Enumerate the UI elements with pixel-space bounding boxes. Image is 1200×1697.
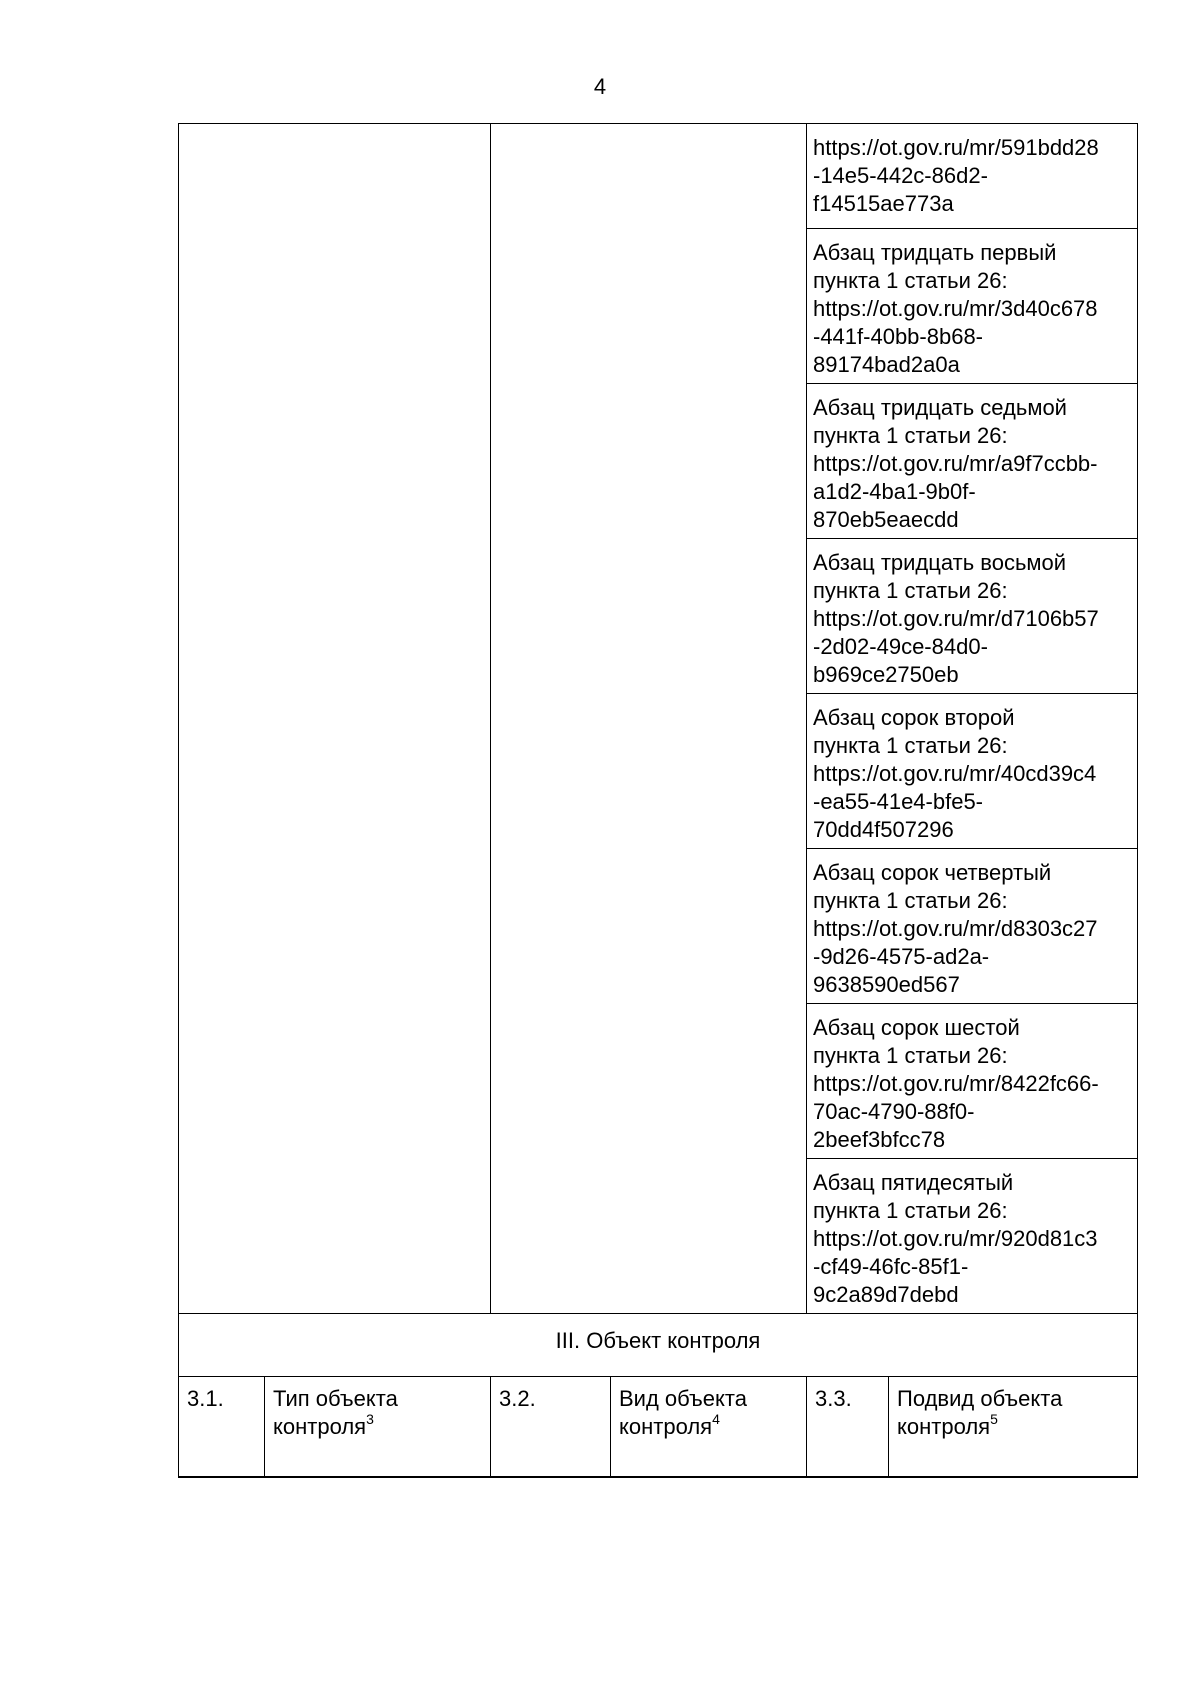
section-block <box>179 1314 1138 1477</box>
section-header-cell <box>179 1314 1138 1377</box>
reference-link[interactable]: -2d02-49ce-84d0- <box>813 634 988 659</box>
reference-line: f14515ae773a <box>813 191 954 216</box>
reference-line: https://ot.gov.ru/mr/591bdd28 <box>813 135 1099 160</box>
reference-link[interactable]: https://ot.gov.ru/mr/8422fc66- <box>813 1071 1099 1096</box>
object-num-cell <box>179 1377 265 1477</box>
reference-link[interactable]: https://ot.gov.ru/mr/40cd39c4 <box>813 761 1097 786</box>
reference-line: пункта 1 статьи 26: <box>813 1198 1008 1223</box>
reference-cell <box>807 694 1138 849</box>
reference-link[interactable]: 9638590ed567 <box>813 972 960 997</box>
object-num: 3.3. <box>815 1386 852 1411</box>
reference-line: пункта 1 статьи 26: <box>813 1043 1008 1068</box>
footnote-marker[interactable]: 4 <box>712 1410 720 1427</box>
reference-link[interactable]: -9d26-4575-ad2a- <box>813 944 990 969</box>
reference-link[interactable]: 70dd4f507296 <box>813 817 954 842</box>
reference-link[interactable]: https://ot.gov.ru/mr/a9f7ccbb- <box>813 451 1098 476</box>
object-label-line2: контроля <box>897 1414 991 1439</box>
reference-link[interactable]: https://ot.gov.ru/mr/3d40c678 <box>813 296 1098 321</box>
object-label: Вид объекта <box>619 1386 747 1411</box>
reference-link[interactable]: 2beef3bfcc78 <box>813 1127 946 1152</box>
reference-line: Абзац пятидесятый <box>813 1170 1014 1195</box>
reference-link[interactable]: -441f-40bb-8b68- <box>813 324 984 349</box>
reference-cell <box>807 229 1138 384</box>
reference-link[interactable]: 89174bad2a0a <box>813 352 960 377</box>
footnote-marker[interactable]: 5 <box>990 1410 998 1427</box>
object-row <box>179 1377 1138 1477</box>
reference-line: пункта 1 статьи 26: <box>813 733 1008 758</box>
object-label-cell <box>889 1377 1138 1477</box>
object-label-line2: контроля <box>619 1414 713 1439</box>
reference-cell <box>807 124 1138 229</box>
object-num-cell <box>807 1377 889 1477</box>
reference-line: Абзац сорок четвертый <box>813 860 1052 885</box>
links-block <box>179 124 1138 1314</box>
section-title: III. Объект контроля <box>555 1328 761 1353</box>
reference-link[interactable]: 9c2a89d7debd <box>813 1282 959 1307</box>
reference-link[interactable]: https://ot.gov.ru/mr/d8303c27 <box>813 916 1098 941</box>
reference-line: Абзац тридцать седьмой <box>813 395 1067 420</box>
reference-link[interactable]: 870eb5eaecdd <box>813 507 959 532</box>
object-label-cell <box>611 1377 807 1477</box>
reference-link[interactable]: -cf49-46fc-85f1- <box>813 1254 969 1279</box>
reference-line: Абзац тридцать первый <box>813 240 1057 265</box>
link-row <box>179 124 1138 229</box>
reference-link[interactable]: a1d2-4ba1-9b0f- <box>813 479 976 504</box>
reference-line: пункта 1 статьи 26: <box>813 578 1008 603</box>
reference-link[interactable]: b969ce2750eb <box>813 662 959 687</box>
reference-cell <box>807 1004 1138 1159</box>
object-num-cell <box>491 1377 611 1477</box>
empty-cell-middle <box>491 124 807 1314</box>
empty-cell-left <box>179 124 491 1314</box>
page-number: 4 <box>593 74 607 99</box>
object-num: 3.1. <box>187 1386 224 1411</box>
reference-cell <box>807 1159 1138 1314</box>
reference-line: пункта 1 статьи 26: <box>813 888 1008 913</box>
object-label: Тип объекта <box>273 1386 398 1411</box>
reference-link[interactable]: 70ac-4790-88f0- <box>813 1099 975 1124</box>
object-num: 3.2. <box>499 1386 536 1411</box>
reference-line: Абзац сорок шестой <box>813 1015 1020 1040</box>
object-label-line2: контроля <box>273 1414 367 1439</box>
reference-cell <box>807 384 1138 539</box>
reference-cell <box>807 849 1138 1004</box>
reference-line: пункта 1 статьи 26: <box>813 268 1008 293</box>
object-label: Подвид объекта <box>897 1386 1063 1411</box>
document-table <box>178 123 1138 1478</box>
reference-cell <box>807 539 1138 694</box>
reference-line: Абзац тридцать восьмой <box>813 550 1067 575</box>
section-header-row <box>179 1314 1138 1377</box>
footnote-marker[interactable]: 3 <box>366 1410 374 1427</box>
object-label-cell <box>265 1377 491 1477</box>
reference-line: -14e5-442c-86d2- <box>813 163 988 188</box>
reference-link[interactable]: -ea55-41e4-bfe5- <box>813 789 984 814</box>
reference-link[interactable]: https://ot.gov.ru/mr/d7106b57 <box>813 606 1099 631</box>
reference-link[interactable]: https://ot.gov.ru/mr/920d81c3 <box>813 1226 1098 1251</box>
reference-line: пункта 1 статьи 26: <box>813 423 1008 448</box>
reference-line: Абзац сорок второй <box>813 705 1015 730</box>
